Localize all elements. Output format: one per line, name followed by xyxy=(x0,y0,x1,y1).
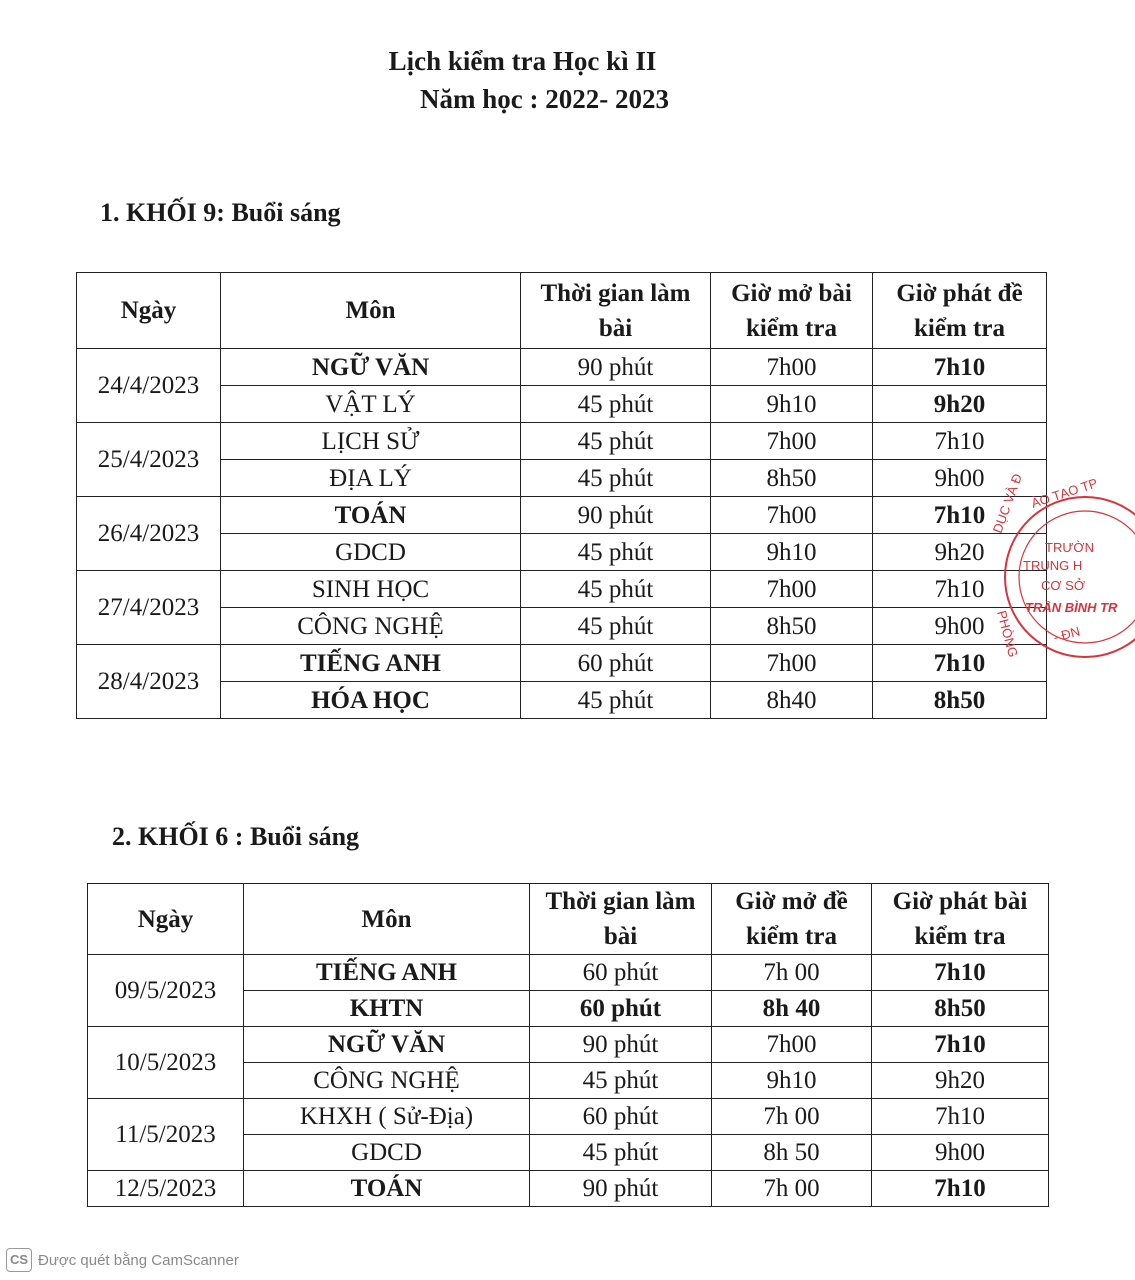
open-time-cell: 8h40 xyxy=(711,682,873,719)
date-cell: 24/4/2023 xyxy=(77,349,221,423)
duration-cell: 45 phút xyxy=(521,386,711,423)
duration-cell: 45 phút xyxy=(521,571,711,608)
svg-text:- ĐN: - ĐN xyxy=(1051,623,1082,645)
open-time-cell: 9h10 xyxy=(712,1063,872,1099)
table-row xyxy=(77,571,1047,608)
duration-cell: 90 phút xyxy=(521,349,711,386)
date-cell: 28/4/2023 xyxy=(77,645,221,719)
table-row xyxy=(77,423,1047,460)
subject-cell: SINH HỌC xyxy=(221,571,521,608)
release-time-cell: 7h10 xyxy=(873,571,1047,608)
open-time-cell: 7h00 xyxy=(712,1027,872,1063)
table-row xyxy=(88,1027,1049,1063)
subject-cell: GDCD xyxy=(221,534,521,571)
open-time-cell: 7h00 xyxy=(711,497,873,534)
release-time-cell: 7h10 xyxy=(872,1027,1049,1063)
schedule-table-khoi-6 xyxy=(87,883,1049,1207)
open-time-cell: 7h00 xyxy=(711,349,873,386)
section-heading-khoi-9: 1. KHỐI 9: Buổi sáng xyxy=(100,198,341,227)
table-row xyxy=(88,1171,1049,1207)
col-header-open-time: Giờ mở đề kiểm tra xyxy=(712,884,872,955)
release-time-cell: 7h10 xyxy=(872,955,1049,991)
release-time-cell: 9h00 xyxy=(872,1135,1049,1171)
document-title: Lịch kiểm tra Học kì II xyxy=(388,46,657,76)
duration-cell: 90 phút xyxy=(530,1171,712,1207)
release-time-cell: 7h10 xyxy=(873,645,1047,682)
date-cell: 12/5/2023 xyxy=(88,1171,244,1207)
subject-cell: TOÁN xyxy=(221,497,521,534)
schedule-table-khoi-9 xyxy=(76,272,1047,719)
subject-cell: CÔNG NGHỆ xyxy=(244,1063,530,1099)
subject-cell: GDCD xyxy=(244,1135,530,1171)
col-header-duration: Thời gian làm bài xyxy=(521,273,711,349)
open-time-cell: 7h 00 xyxy=(712,1171,872,1207)
svg-text:CƠ SỞ: CƠ SỞ xyxy=(1041,578,1085,593)
open-time-cell: 7h00 xyxy=(711,571,873,608)
open-time-cell: 8h 40 xyxy=(712,991,872,1027)
subject-cell: TOÁN xyxy=(244,1171,530,1207)
open-time-cell: 8h50 xyxy=(711,608,873,645)
table-row xyxy=(77,497,1047,534)
open-time-cell: 9h10 xyxy=(711,534,873,571)
duration-cell: 45 phút xyxy=(521,423,711,460)
duration-cell: 60 phút xyxy=(530,955,712,991)
release-time-cell: 7h10 xyxy=(873,349,1047,386)
open-time-cell: 7h00 xyxy=(711,645,873,682)
col-header-date: Ngày xyxy=(77,273,221,349)
date-cell: 27/4/2023 xyxy=(77,571,221,645)
subject-cell: ĐỊA LÝ xyxy=(221,460,521,497)
release-time-cell: 8h50 xyxy=(873,682,1047,719)
col-header-date: Ngày xyxy=(88,884,244,955)
school-seal-stamp xyxy=(985,471,1135,662)
subject-cell: NGỮ VĂN xyxy=(244,1027,530,1063)
duration-cell: 45 phút xyxy=(521,460,711,497)
svg-text:DỤC VÀ Đ: DỤC VÀ Đ xyxy=(989,471,1026,536)
release-time-cell: 9h20 xyxy=(872,1063,1049,1099)
header-row xyxy=(88,884,1049,955)
release-time-cell: 9h20 xyxy=(873,386,1047,423)
open-time-cell: 7h 00 xyxy=(712,1099,872,1135)
table-row xyxy=(88,955,1049,991)
school-year: Năm học : 2022- 2023 xyxy=(420,84,669,114)
duration-cell: 90 phút xyxy=(530,1027,712,1063)
date-cell: 10/5/2023 xyxy=(88,1027,244,1099)
subject-cell: NGỮ VĂN xyxy=(221,349,521,386)
col-header-release-time: Giờ phát bài kiểm tra xyxy=(872,884,1049,955)
open-time-cell: 8h 50 xyxy=(712,1135,872,1171)
duration-cell: 45 phút xyxy=(521,682,711,719)
col-header-release-time: Giờ phát đề kiểm tra xyxy=(873,273,1047,349)
col-header-open-time: Giờ mở bài kiểm tra xyxy=(711,273,873,349)
subject-cell: HÓA HỌC xyxy=(221,682,521,719)
svg-text:TRẦN BÌNH TR: TRẦN BÌNH TR xyxy=(1025,600,1118,615)
release-time-cell: 9h20 xyxy=(873,534,1047,571)
subject-cell: TIẾNG ANH xyxy=(221,645,521,682)
open-time-cell: 8h50 xyxy=(711,460,873,497)
release-time-cell: 7h10 xyxy=(873,497,1047,534)
duration-cell: 60 phút xyxy=(530,991,712,1027)
svg-text:PHÒNG: PHÒNG xyxy=(994,608,1021,659)
col-header-duration: Thời gian làm bài xyxy=(530,884,712,955)
date-cell: 25/4/2023 xyxy=(77,423,221,497)
open-time-cell: 9h10 xyxy=(711,386,873,423)
table-row xyxy=(77,608,1047,645)
duration-cell: 45 phút xyxy=(530,1063,712,1099)
table-row xyxy=(88,1099,1049,1135)
date-cell: 11/5/2023 xyxy=(88,1099,244,1171)
duration-cell: 60 phút xyxy=(530,1099,712,1135)
header-row xyxy=(77,273,1047,349)
subject-cell: VẬT LÝ xyxy=(221,386,521,423)
open-time-cell: 7h00 xyxy=(711,423,873,460)
release-time-cell: 7h10 xyxy=(872,1099,1049,1135)
table-row xyxy=(77,645,1047,682)
table-row xyxy=(77,460,1047,497)
scanner-watermark-text: Được quét bằng CamScanner xyxy=(38,1251,239,1269)
release-time-cell: 9h00 xyxy=(873,608,1047,645)
duration-cell: 45 phút xyxy=(521,534,711,571)
subject-cell: KHTN xyxy=(244,991,530,1027)
svg-text:TRUNG H: TRUNG H xyxy=(1023,558,1083,573)
subject-cell: CÔNG NGHỆ xyxy=(221,608,521,645)
date-cell: 09/5/2023 xyxy=(88,955,244,1027)
table-row xyxy=(77,349,1047,386)
duration-cell: 45 phút xyxy=(530,1135,712,1171)
duration-cell: 90 phút xyxy=(521,497,711,534)
duration-cell: 60 phút xyxy=(521,645,711,682)
duration-cell: 45 phút xyxy=(521,608,711,645)
release-time-cell: 9h00 xyxy=(873,460,1047,497)
table-row xyxy=(77,682,1047,719)
col-header-subject: Môn xyxy=(244,884,530,955)
date-cell: 26/4/2023 xyxy=(77,497,221,571)
table-row xyxy=(77,534,1047,571)
subject-cell: TIẾNG ANH xyxy=(244,955,530,991)
svg-text:TRƯỜN: TRƯỜN xyxy=(1045,540,1094,555)
open-time-cell: 7h 00 xyxy=(712,955,872,991)
camscanner-logo-icon: CS xyxy=(6,1248,32,1272)
release-time-cell: 7h10 xyxy=(873,423,1047,460)
subject-cell: LỊCH SỬ xyxy=(221,423,521,460)
release-time-cell: 7h10 xyxy=(872,1171,1049,1207)
section-heading-khoi-6: 2. KHỐI 6 : Buổi sáng xyxy=(112,822,360,851)
release-time-cell: 8h50 xyxy=(872,991,1049,1027)
scanner-watermark xyxy=(6,1248,239,1272)
subject-cell: KHXH ( Sử-Địa) xyxy=(244,1099,530,1135)
col-header-subject: Môn xyxy=(221,273,521,349)
table-row xyxy=(77,386,1047,423)
svg-text:ÀO TẠO TP: ÀO TẠO TP xyxy=(1029,475,1100,511)
